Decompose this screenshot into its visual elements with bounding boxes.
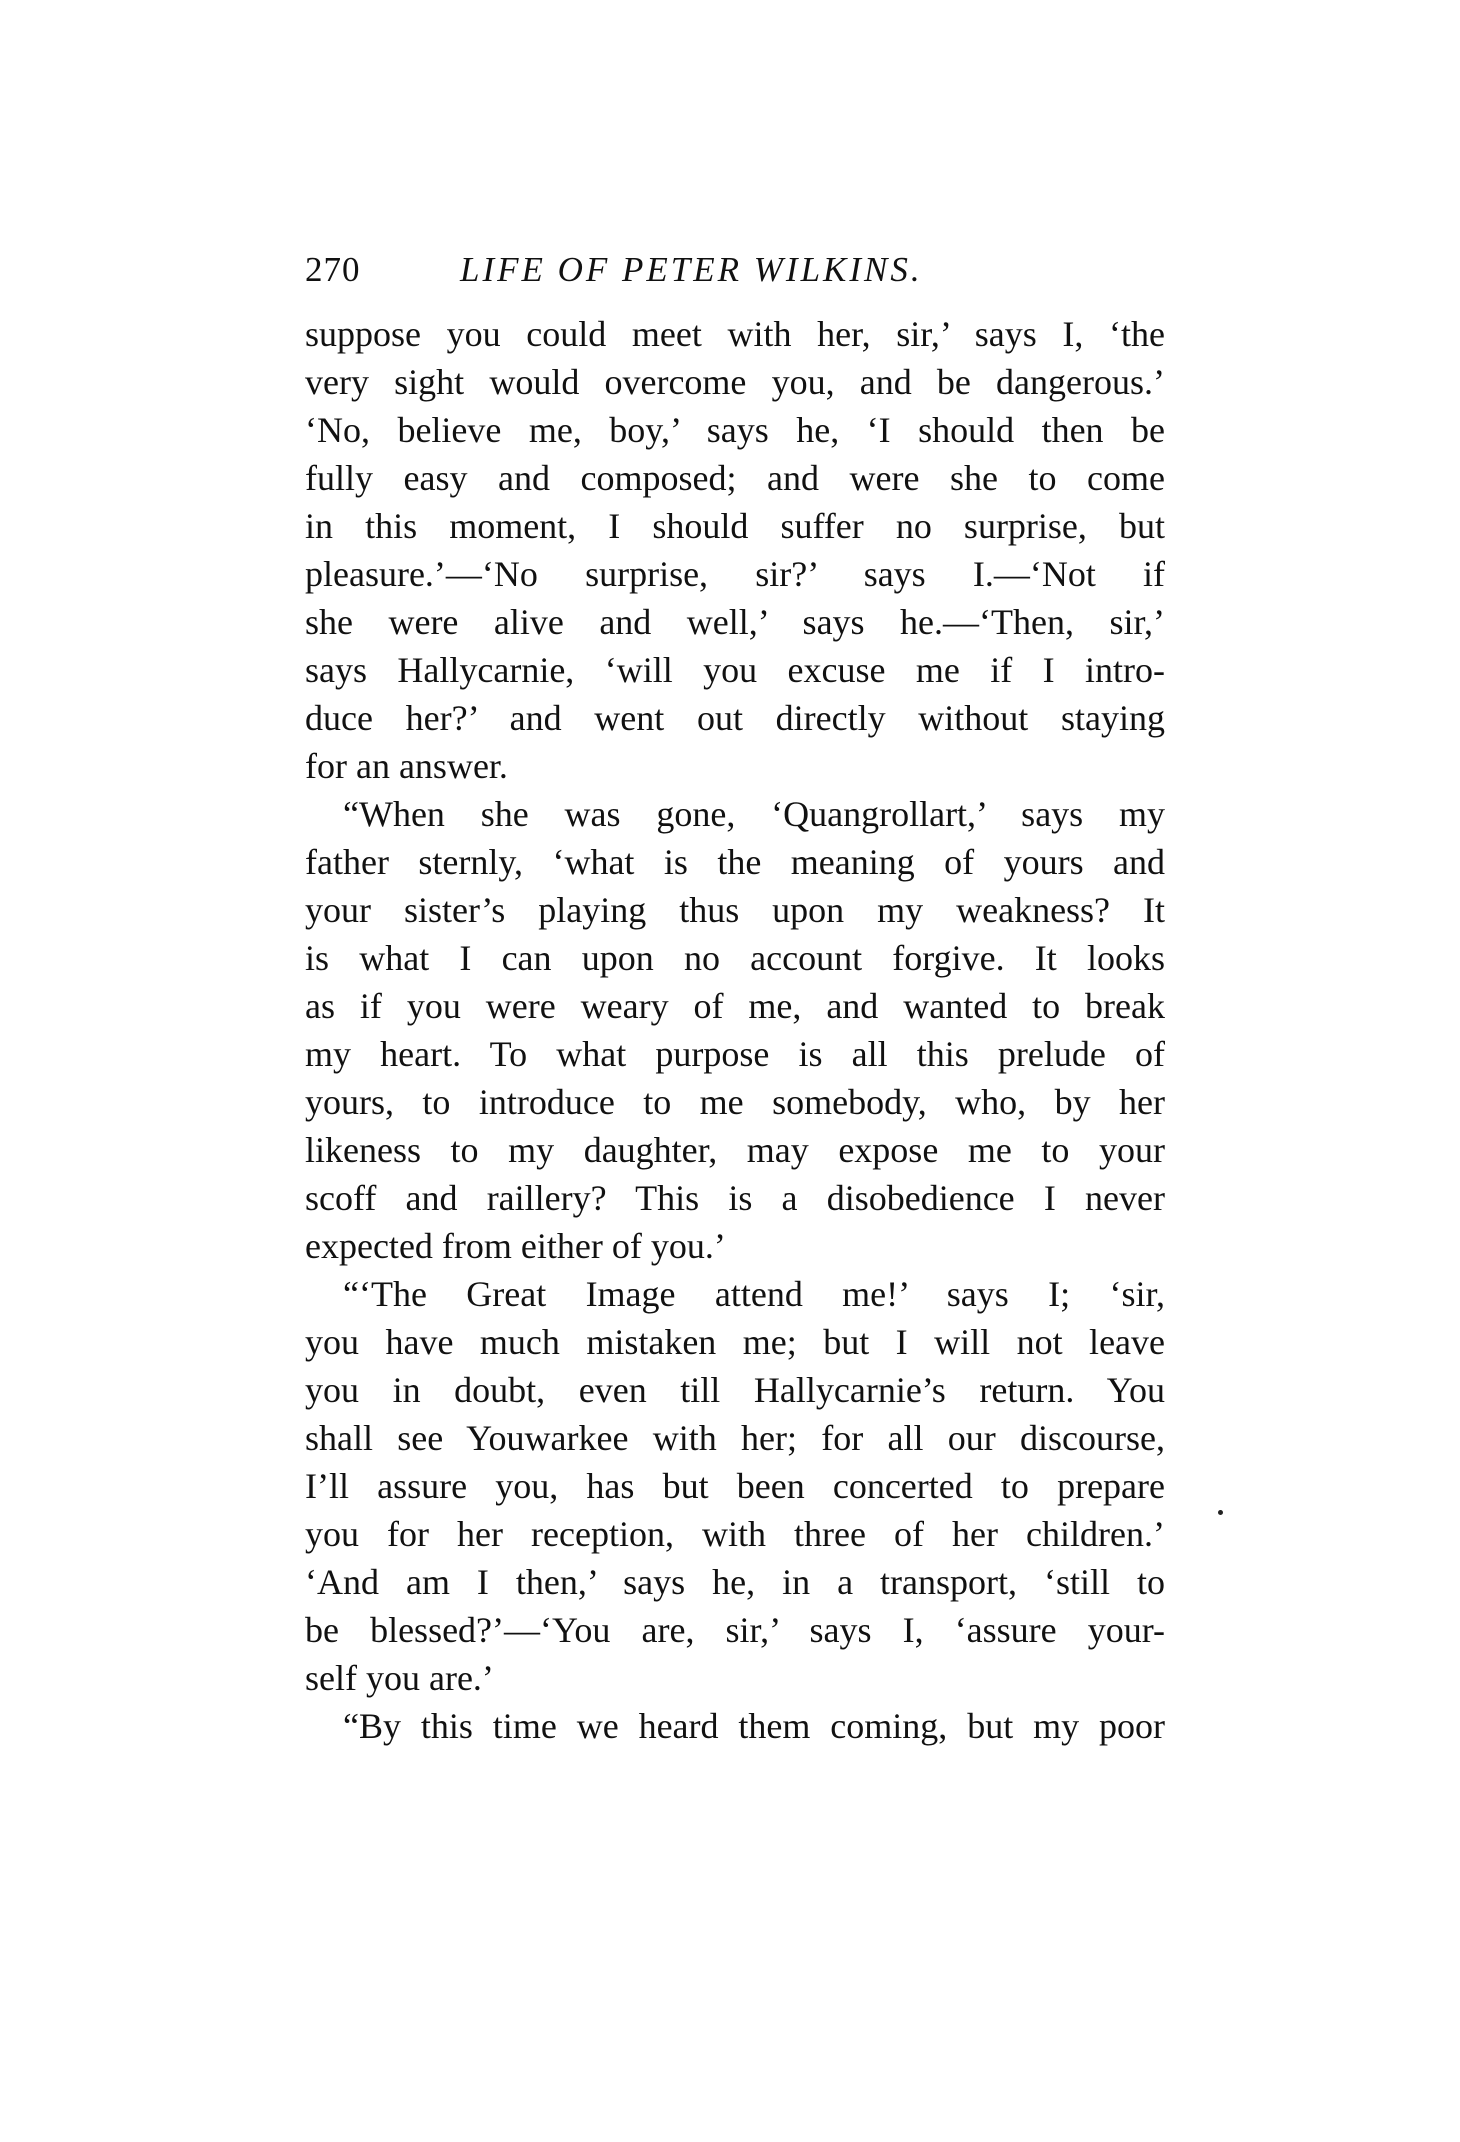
- text-line: scoff and raillery? This is a disobedience I never: [305, 1178, 1165, 1218]
- text-line: ‘And am I then,’ says he, in a transport, ‘still to: [305, 1562, 1165, 1602]
- paragraph-end-line: for an answer.: [305, 746, 508, 786]
- ink-speck: [1218, 1510, 1223, 1515]
- body-text: [305, 310, 1165, 1750]
- text-line: very sight would overcome you, and be dangerous.’: [305, 362, 1165, 402]
- text-line: your sister’s playing thus upon my weakness? It: [305, 890, 1165, 930]
- text-line: as if you were weary of me, and wanted to break: [305, 986, 1165, 1026]
- text-line: I’ll assure you, has but been concerted to prepare: [305, 1466, 1165, 1506]
- paragraph-start-line: “When she was gone, ‘Quangrollart,’ says my: [343, 794, 1165, 834]
- text-line: you for her reception, with three of her children.’: [305, 1514, 1165, 1554]
- text-line: suppose you could meet with her, sir,’ says I, ‘the: [305, 314, 1165, 354]
- page-number: 270: [305, 250, 361, 289]
- text-line: ‘No, believe me, boy,’ says he, ‘I should then be: [305, 410, 1165, 450]
- page-header: [305, 250, 1165, 300]
- text-line: in this moment, I should suffer no surprise, but: [305, 506, 1165, 546]
- text-line: be blessed?’—‘You are, sir,’ says I, ‘assure your-: [305, 1610, 1165, 1650]
- text-line: shall see Youwarkee with her; for all our discourse,: [305, 1418, 1165, 1458]
- text-line: pleasure.’—‘No surprise, sir?’ says I.—‘Not if: [305, 554, 1165, 594]
- text-line: my heart. To what purpose is all this prelude of: [305, 1034, 1165, 1074]
- text-line: likeness to my daughter, may expose me to your: [305, 1130, 1165, 1170]
- text-line: father sternly, ‘what is the meaning of yours and: [305, 842, 1165, 882]
- text-line: fully easy and composed; and were she to come: [305, 458, 1165, 498]
- running-title: LIFE OF PETER WILKINS.: [460, 250, 923, 289]
- text-line: you have much mistaken me; but I will not leave: [305, 1322, 1165, 1362]
- paragraph-end-line: expected from either of you.’: [305, 1226, 726, 1266]
- text-line: you in doubt, even till Hallycarnie’s return. You: [305, 1370, 1165, 1410]
- paragraph-end-line: self you are.’: [305, 1658, 494, 1698]
- text-line: says Hallycarnie, ‘will you excuse me if I intro-: [305, 650, 1165, 690]
- text-line: she were alive and well,’ says he.—‘Then, sir,’: [305, 602, 1165, 642]
- text-line: is what I can upon no account forgive. It looks: [305, 938, 1165, 978]
- paragraph-start-line: “By this time we heard them coming, but my poor: [343, 1706, 1165, 1746]
- paragraph-start-line: “‘The Great Image attend me!’ says I; ‘sir,: [343, 1274, 1165, 1314]
- text-line: duce her?’ and went out directly without staying: [305, 698, 1165, 738]
- text-line: yours, to introduce to me somebody, who, by her: [305, 1082, 1165, 1122]
